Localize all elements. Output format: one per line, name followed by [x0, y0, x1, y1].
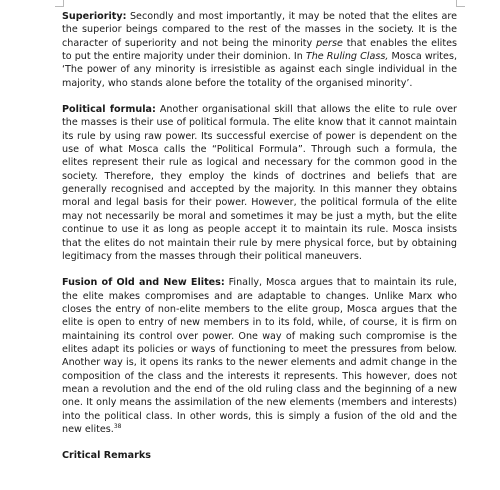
paragraph-superiority: [62, 10, 457, 90]
political-formula-text: Another organisational skill that allows the elite to rule over the masses is their use of political formula. The elite know that it cannot maintain its rule by using raw power. Its successful exercise of power is dependent on the use of what Mosca calls the “Political Formula”. Through such a formula, the elites represent their rule as logical and necessary for the common good in the society. Therefore, they employ the kinds of doctrines and beliefs that are generally recognised and accepted by the majority. In this manner they obtains moral and legal basis for their power. However, the political formula of the elite may not necessarily be moral and sometimes it may be just a myth, but the elite continue to use it as long as people accept it to maintain its rule. Mosca insists that the elites do not maintain their rule by mere physical force, but by obtaining legitimacy from the masses through their political maneuvers.: [62, 104, 457, 262]
footnote-marker[interactable]: 38: [113, 422, 122, 430]
fusion-text: Finally, Mosca argues that to maintain its rule, the elite makes compromises and are adaptable to changes. Unlike Marx who closes the entry of non-elite members to the elite group, Mosca argues that the elite is open to entry of new members in to its fold, while, of course, it is firm on maintaining its control over power. One way of making such compromise is the elites adapt its policies or ways of functioning to meet the pressures from below. Another way is, it opens its ranks to the newer elements and admit change in the composition of the class and the interests it represents. This however, does not mean a revolution and the end of the old ruling class and the beginning of a new one. It only means the assimilation of the new elements (members and interests) into the political class. In other words, this is simply a fusion of the old and the new elites.: [62, 277, 457, 435]
superiority-text-3: Mosca writes, ‘The power of any minority is irresistible as against each single individual in the majority, who stands alone before the totality of the organised minority’.: [62, 51, 457, 89]
document-page: [62, 10, 457, 463]
paragraph-fusion: [62, 276, 457, 436]
page-corner-mark-right: [456, 0, 465, 7]
lead-political-formula: Political formula:: [62, 104, 156, 116]
book-title-ruling-class: The Ruling Class,: [305, 51, 389, 63]
superiority-italic-perse: perse: [316, 37, 343, 49]
superiority-text-1: Secondly and most importantly, it may be noted that the elites are the superior beings compared to the rest of the masses in the society. It is the character of superiority and not being the minority: [62, 11, 457, 49]
page-corner-mark-left: [55, 0, 64, 7]
lead-superiority: Superiority:: [62, 11, 127, 22]
superiority-text-2: that enables the elites to put the entire majority under their dominion. In: [62, 37, 458, 63]
lead-fusion: Fusion of Old and New Elites:: [62, 277, 225, 289]
section-heading-critical-remarks: Critical Remarks: [62, 450, 151, 462]
paragraph-political-formula: [62, 103, 457, 263]
